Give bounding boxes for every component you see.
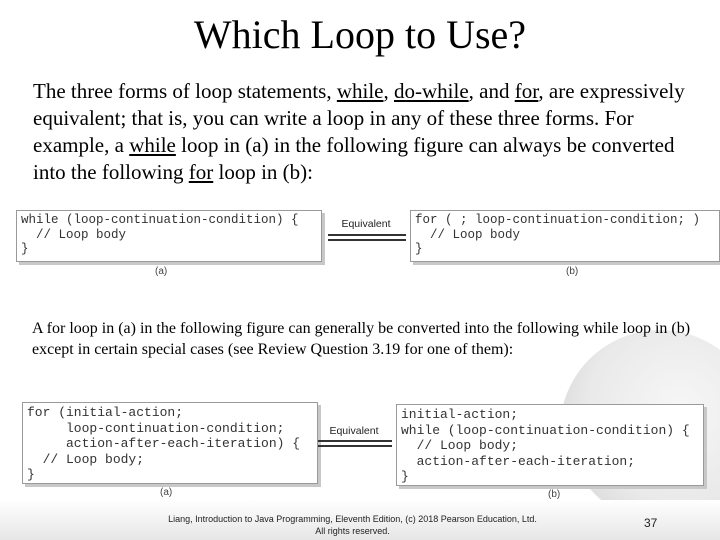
keyword-while: while xyxy=(129,133,176,157)
keyword-while: while xyxy=(336,79,384,103)
keyword-do-while: do-while xyxy=(394,79,469,103)
figure2-caption-a: (a) xyxy=(160,487,173,498)
equivalent-line-top xyxy=(318,440,392,442)
figure1-caption-a: (a) xyxy=(155,266,168,277)
keyword-for: for xyxy=(514,79,539,103)
para1-text: , and xyxy=(468,79,515,103)
figure1-code-b: for ( ; loop-continuation-condition; ) // Loop body } xyxy=(410,210,720,262)
equivalent-line-bottom xyxy=(318,445,392,447)
para1-text: , are expressively equivalent; that is, you can write a loop in any of these three forms. For example, a xyxy=(33,79,685,157)
slide-title: Which Loop to Use? xyxy=(193,12,527,57)
page-number: 37 xyxy=(644,516,658,530)
figure1-caption-b: (b) xyxy=(566,266,579,277)
keyword-for: for xyxy=(188,160,214,184)
intro-paragraph xyxy=(33,78,703,186)
para1-text: , xyxy=(383,79,394,103)
para1-text: The three forms of loop statements, xyxy=(33,79,337,103)
para1-text: loop in (b): xyxy=(213,160,313,184)
figure2-caption-b: (b) xyxy=(548,489,561,500)
figure1-code-a: while (loop-continuation-condition) { // Loop body } xyxy=(16,210,322,262)
figure1-equivalent-label: Equivalent xyxy=(341,218,391,230)
figure2-code-b: initial-action; while (loop-continuation-condition) { // Loop body; action-after-each-iteration; } xyxy=(396,404,704,486)
figure2-equivalent-label: Equivalent xyxy=(329,425,379,437)
copyright-footer xyxy=(130,513,575,537)
figure2-code-a: for (initial-action; loop-continuation-condition; action-after-each-iteration) { // Loop body; } xyxy=(22,402,318,484)
footer-line-2: All rights reserved. xyxy=(315,526,390,536)
second-paragraph: A for loop in (a) in the following figure can generally be converted into the following while loop in (b) except in certain special cases (see Review Question 3.19 for one of them): xyxy=(32,320,691,358)
equivalent-line-top xyxy=(328,234,406,236)
footer-line-1: Liang, Introduction to Java Programming, Eleventh Edition, (c) 2018 Pearson Education, Ltd. xyxy=(168,514,537,524)
equivalent-line-bottom xyxy=(328,239,406,241)
para1-text: loop in (a) in the following figure can always be converted into the following xyxy=(33,133,675,184)
